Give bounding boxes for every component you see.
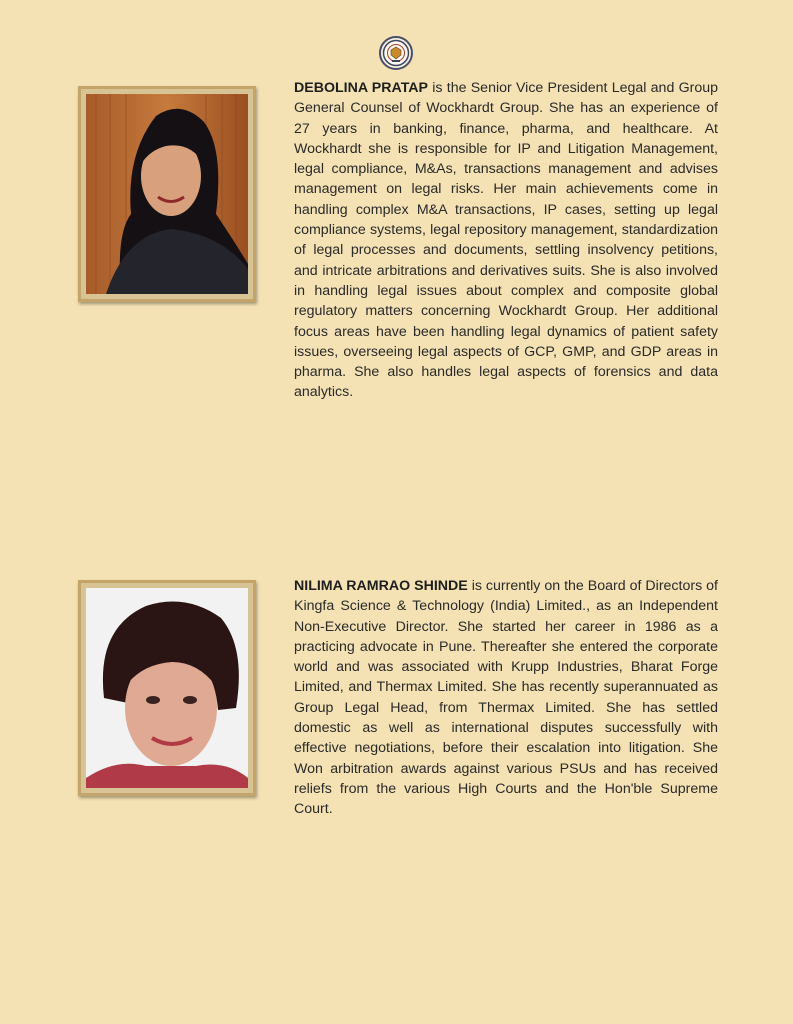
portrait-photo-nilima bbox=[78, 580, 256, 796]
bio-text: is the Senior Vice President Legal and Group General Counsel of Wockhardt Group. She has an experience of 27 years in banking, finance, pharma, and healthcare. At Wockhardt she is responsible for IP and Litigation Management, legal compliance, M&As, transactions management and advises management on legal risks. Her main achievements come in handling complex M&A transactions, IP cases, setting up legal compliance systems, legal repository management, standardization of legal processes and documents, settling insolvency petitions, and intricate arbitrations and derivatives suits. She is also involved in handling legal issues about complex and composite global regulatory matters concerning Wockhardt Group. Her additional focus areas have been handling legal dynamics of patient safety issues, overseeing legal aspects of GCP, GMP, and GDP areas in pharma. She also handles legal aspects of forensics and data analytics. bbox=[294, 80, 719, 401]
bio-text: is currently on the Board of Directors of Kingfa Science & Technology (India) Limited., as an Independent Non-Executive Director. She started her career in 1986 as a practicing advocate in Pune. Thereafter she entered the corporate world and was associated with Krupp Industries, Bharat Forge Limited, and Thermax Limited. She has recently superannuated as Group Legal Head, from Thermax Limited. She has settled domestic as well as international disputes successfully with effective negotiations, before their escalation into litigation. She Won arbitration awards against various PSUs and has received reliefs from the various High Courts and the Hon'ble Supreme Court. bbox=[294, 578, 718, 818]
bio-nilima-ramrao-shinde bbox=[294, 576, 718, 820]
person-name: NILIMA RAMRAO SHINDE bbox=[294, 578, 468, 594]
society-seal-icon bbox=[379, 36, 413, 70]
bio-debolina-pratap bbox=[294, 78, 718, 403]
person-name: DEBOLINA PRATAP bbox=[294, 80, 429, 96]
portrait-photo-debolina bbox=[78, 86, 256, 302]
